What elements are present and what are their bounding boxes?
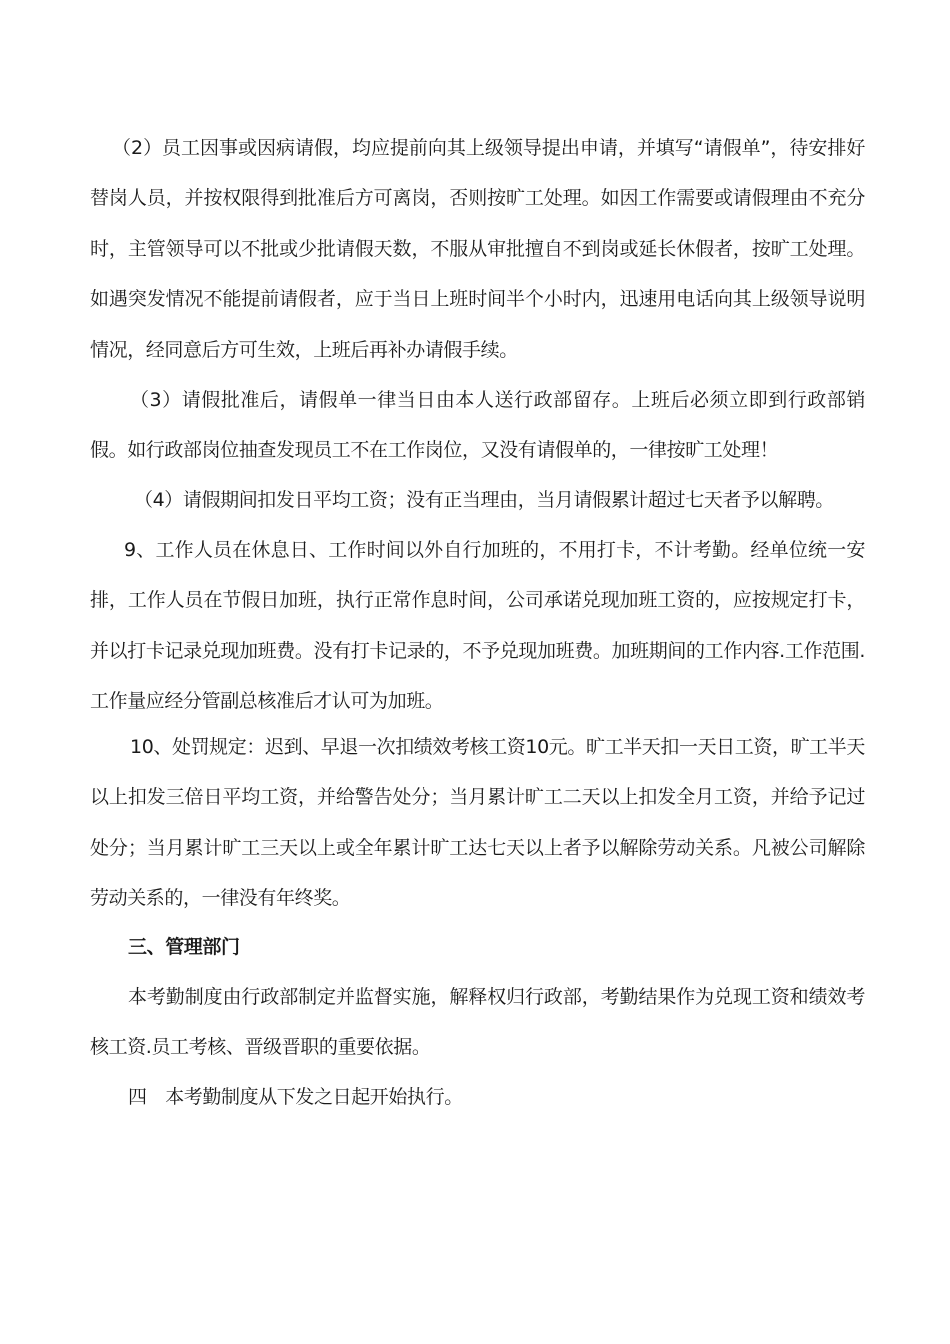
section-heading-management: 三、管理部门 (128, 936, 240, 958)
paragraph-overtime-rule: 9、工作人员在休息日、工作时间以外自行加班的，不用打卡，不计考勤。经单位统一安排，工作人员在节假日加班，执行正常作息时间，公司承诺兑现加班工资的，应按规定打卡，并以打卡记录兑现加班费。没有打卡记录的，不予兑现加班费。加班期间的工作内容.工作范围.工作量应经分管副总核准后才认可为加班。 (90, 539, 865, 713)
paragraph-effective-date: 四 本考勤制度从下发之日起开始执行。 (128, 1086, 463, 1108)
paragraph-leave-approval: （3）请假批准后，请假单一律当日由本人送行政部留存。上班后必须立即到行政部销假。如行政部岗位抽查发现员工不在工作岗位，又没有请假单的，一律按旷工处理！ (90, 389, 865, 462)
paragraph-penalty-rule: 10、处罚规定：迟到、早退一次扣绩效考核工资10元。旷工半天扣一天日工资，旷工半天以上扣发三倍日平均工资，并给警告处分；当月累计旷工二天以上扣发全月工资，并给予记过处分；当月累计旷工三天以上或全年累计旷工达七天以上者予以解除劳动关系。凡被公司解除劳动关系的，一律没有年终奖。 (90, 736, 865, 910)
paragraph-management-body: 本考勤制度由行政部制定并监督实施，解释权归行政部，考勤结果作为兑现工资和绩效考核工资.员工考核、晋级晋职的重要依据。 (90, 986, 865, 1059)
paragraph-leave-deduction: （4）请假期间扣发日平均工资；没有正当理由，当月请假累计超过七天者予以解聘。 (134, 489, 834, 511)
paragraph-leave-request: （2）员工因事或因病请假，均应提前向其上级领导提出申请，并填写“请假单”，待安排好替岗人员，并按权限得到批准后方可离岗，否则按旷工处理。如因工作需要或请假理由不充分时，主管领导可以不批或少批请假天数，不服从审批擅自不到岗或延长休假者，按旷工处理。如遇突发情况不能提前请假者，应于当日上班时间半个小时内，迅速用电话向其上级领导说明情况，经同意后方可生效，上班后再补办请假手续。 (90, 137, 865, 361)
